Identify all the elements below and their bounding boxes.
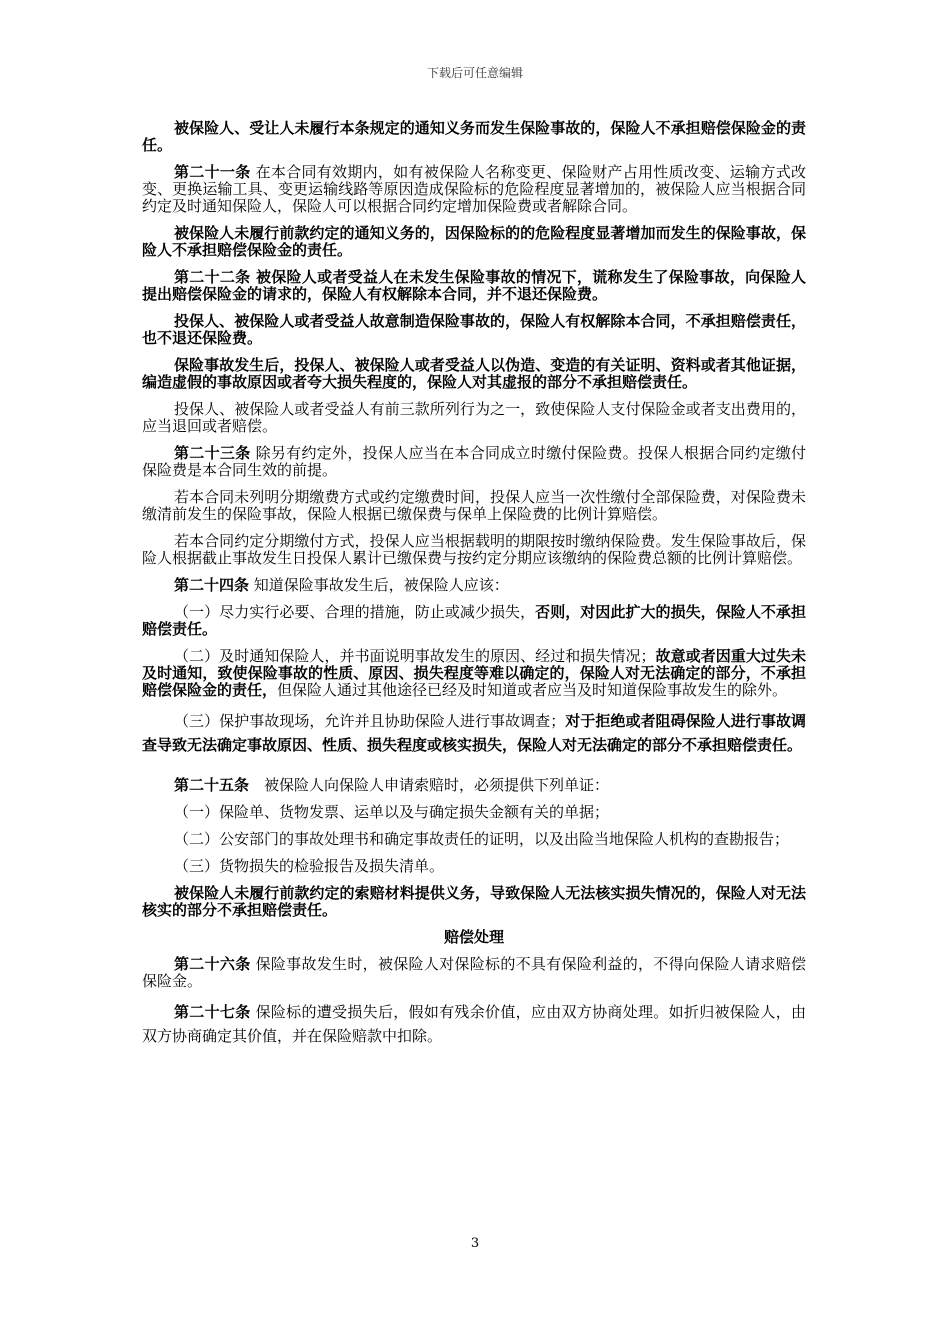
paragraph-article-25 <box>142 777 806 794</box>
document-body <box>142 120 806 1058</box>
paragraph-article-23 <box>142 445 806 479</box>
list-item: （一）保险单、货物发票、运单以及与确定损失金额有关的单据； <box>174 803 610 821</box>
article-number: 第二十七条 <box>174 1003 251 1021</box>
paragraph: 若本合同未列明分期缴费方式或约定缴费时间，投保人应当一次性缴付全部保险费，对保险费未缴清前发生的保险事故，保险人根据已缴保费与保单上保险费的比例计算赔偿。 <box>142 488 806 523</box>
paragraph-bold-text: 否则，对因此扩大的损失，保险人不承担赔偿责任。 <box>142 603 806 638</box>
paragraph: 保险事故发生后，投保人、被保险人或者受益人以伪造、变造的有关证明、资料或者其他证据，编造虚假的事故原因或者夸大损失程度的，保险人对其虚报的部分不承担赔偿责任。 <box>142 356 806 391</box>
paragraph-article-24 <box>142 577 806 594</box>
paragraph-bold-text: 故意或者因重大过失未及时通知，致使保险事故的性质、原因、损失程度等难以确定的，保险人对无法确定的部分，不承担赔偿保险金的责任， <box>142 647 806 699</box>
article-number: 第二十四条 <box>174 576 250 594</box>
paragraph-article-21 <box>142 164 806 215</box>
paragraph-text: （二）及时通知保险人，并书面说明事故发生的原因、经过和损失情况； <box>174 647 656 665</box>
paragraph: 被保险人、受让人未履行本条规定的通知义务而发生保险事故的，保险人不承担赔偿保险金的责任。 <box>142 119 806 154</box>
paragraph: 投保人、被保险人或者受益人有前三款所列行为之一，致使保险人支付保险金或者支出费用的，应当退回或者赔偿。 <box>142 400 806 435</box>
paragraph-text: （一）尽力实行必要、合理的措施，防止或减少损失， <box>174 603 536 621</box>
paragraph-text: 被保险人向保险人申请索赔时，必须提供下列单证： <box>249 776 610 794</box>
paragraph-text: 保险标的遭受损失后，假如有残余价值，应由双方协商处理。如折归被保险人，由双方协商确定其价值，并在保险赔款中扣除。 <box>142 1003 806 1045</box>
list-item: （三）货物损失的检验报告及损失清单。 <box>174 857 445 875</box>
page-header: 下载后可任意编辑 <box>426 66 523 80</box>
paragraph-article-22 <box>142 269 806 303</box>
article-number: 第二十五条 <box>174 776 250 794</box>
article-number: 第二十三条 <box>174 444 251 462</box>
list-item <box>142 648 806 699</box>
paragraph: 被保险人未履行前款约定的通知义务的，因保险标的的危险程度显著增加而发生的保险事故，保险人不承担赔偿保险金的责任。 <box>142 224 806 259</box>
list-item: （二）公安部门的事故处理书和确定事故责任的证明，以及出险当地保险人机构的查勘报告； <box>174 830 790 848</box>
paragraph-bold-text: 对于拒绝或者阻碍保险人进行事故调查导致无法确定事故原因、性质、损失程度或核实损失，保险人对无法确定的部分不承担赔偿责任。 <box>142 712 806 754</box>
paragraph-text: 知道保险事故发生后，被保险人应该： <box>249 576 509 594</box>
paragraph: 投保人、被保险人或者受益人故意制造保险事故的，保险人有权解除本合同，不承担赔偿责任，也不退还保险费。 <box>142 312 806 347</box>
paragraph-text: 在本合同有效期内，如有被保险人名称变更、保险财产占用性质改变、运输方式改变、更换运输工具、变更运输线路等原因造成保险标的危险程度显著增加的，被保险人应当根据合同约定及时通知保险人，保险人可以根据合同约定增加保险费或者解除合同。 <box>142 163 806 215</box>
list-item <box>142 709 806 757</box>
article-number: 第二十二条 <box>174 268 251 286</box>
paragraph-article-27 <box>142 1000 806 1048</box>
section-heading: 赔偿处理 <box>443 928 504 946</box>
paragraph-text: 除另有约定外，投保人应当在本合同成立时缴付保险费。投保人根据合同约定缴付保险费是本合同生效的前提。 <box>142 444 806 479</box>
paragraph-article-26 <box>142 956 806 990</box>
paragraph: 被保险人未履行前款约定的索赔材料提供义务，导致保险人无法核实损失情况的，保险人对无法核实的部分不承担赔偿责任。 <box>142 884 806 919</box>
paragraph-text: （三）保护事故现场，允许并且协助保险人进行事故调查； <box>174 712 566 730</box>
paragraph-text: 保险事故发生时，被保险人对保险标的不具有保险利益的，不得向保险人请求赔偿保险金。 <box>142 955 806 990</box>
paragraph: 若本合同约定分期缴付方式，投保人应当根据载明的期限按时缴纳保险费。发生保险事故后，保险人根据截止事故发生日投保人累计已缴保费与按约定分期应该缴纳的保险费总额的比例计算赔偿。 <box>142 532 806 567</box>
article-number: 第二十一条 <box>174 163 251 181</box>
paragraph-text: 被保险人或者受益人在未发生保险事故的情况下，谎称发生了保险事故，向保险人提出赔偿保险金的请求的，保险人有权解除本合同，并不退还保险费。 <box>142 268 806 303</box>
page-number: 3 <box>470 1236 480 1251</box>
list-item <box>142 604 806 638</box>
article-number: 第二十六条 <box>174 955 251 973</box>
paragraph-text: 但保险人通过其他途径已经及时知道或者应当及时知道保险事故发生的除外。 <box>277 681 788 699</box>
